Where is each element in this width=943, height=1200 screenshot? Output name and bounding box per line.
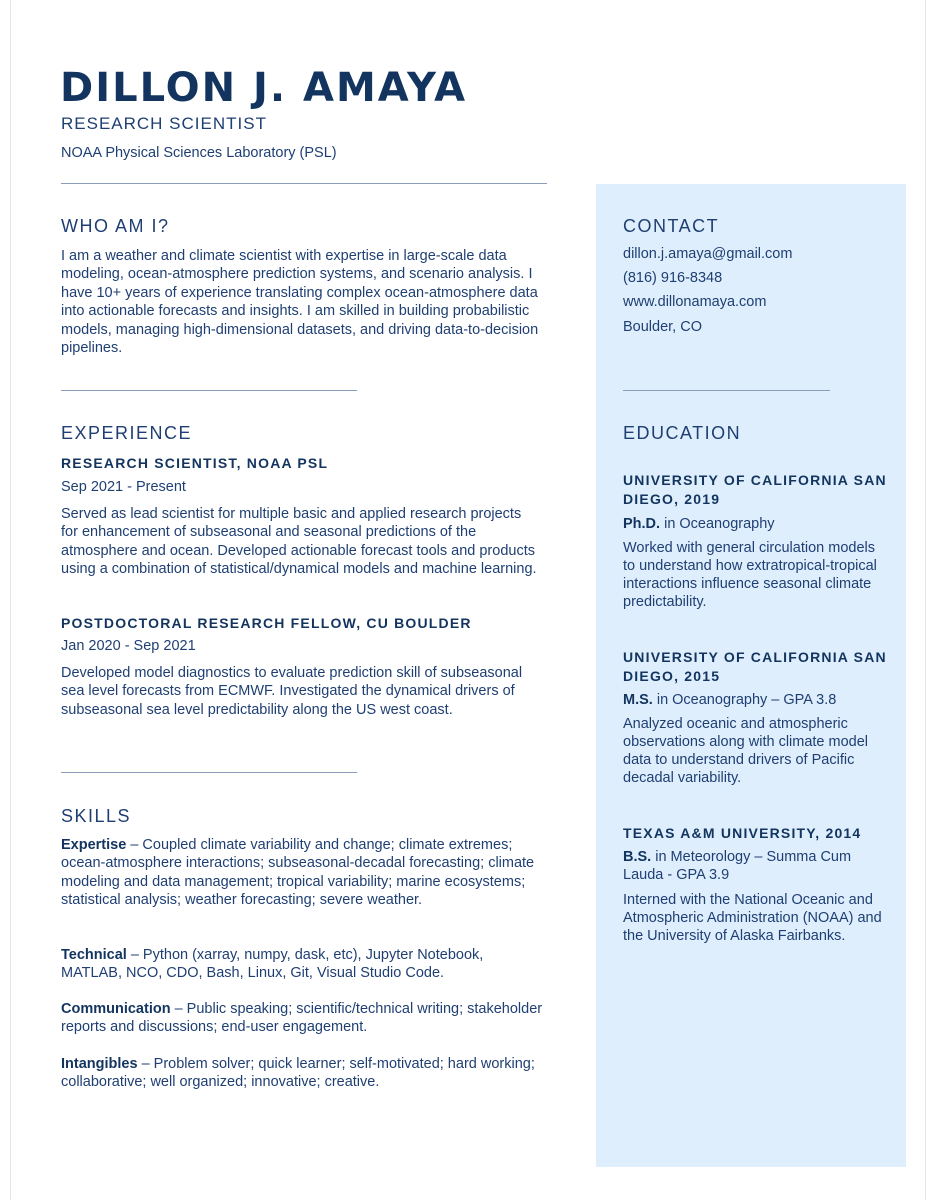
skills-heading: SKILLS [61, 806, 132, 826]
degree-3 [623, 848, 885, 884]
resume-role-title: RESEARCH SCIENTIST [61, 114, 267, 133]
experience-heading: EXPERIENCE [61, 423, 193, 443]
job-dates-1: Sep 2021 - Present [61, 479, 186, 495]
education-heading: EDUCATION [623, 423, 742, 443]
about-divider [61, 390, 357, 391]
school-name-3: TEXAS A&M UNIVERSITY, 2014 [623, 825, 862, 841]
skill-label: Expertise [61, 837, 127, 853]
school-name-1: UNIVERSITY OF CALIFORNIA SAN DIEGO, 2019 [623, 472, 887, 507]
skill-text: – Public speaking; scientific/technical writing; stakeholder reports and discussions; end-user engagement. [61, 1001, 543, 1036]
degree-field: in Meteorology – Summa Cum Lauda - GPA 3.9 [623, 849, 852, 883]
job-dates-2: Jan 2020 - Sep 2021 [61, 638, 196, 654]
skill-label: Communication [61, 1001, 171, 1017]
degree-abbr: Ph.D. [623, 516, 661, 532]
about-text: I am a weather and climate scientist with expertise in large-scale data modeling, ocean-atmosphere prediction systems, and scenario analysis. I have 10+ years of experience translating complex ocean-atmosphere data into actionable forecasts and insights. I am skilled in building probabilistic models, managing high-dimensional datasets, and driving data-to-decision pipelines. [61, 248, 539, 357]
page-left-edge [10, 0, 11, 1200]
job-title-2: POSTDOCTORAL RESEARCH FELLOW, CU BOULDER [61, 615, 472, 631]
education-description-1: Worked with general circulation models to understand how extratropical-tropical interactions influence seasonal climate predictability. [623, 540, 877, 610]
skill-intangibles [61, 1055, 547, 1092]
skill-text: – Coupled climate variability and change; climate extremes; ocean-atmosphere interactions; subseasonal-decadal forecasting; climate modeling and data management; tropical variability; marine ecosystems; statistical analysis; weather forecasting; severe weather. [61, 837, 535, 909]
contact-divider [623, 390, 830, 391]
skill-expertise [61, 836, 547, 910]
about-heading: WHO AM I? [61, 216, 170, 236]
skill-communication [61, 1000, 547, 1037]
education-description-2: Analyzed oceanic and atmospheric observations along with climate model data to understand drivers of Pacific decadal variability. [623, 716, 869, 786]
degree-abbr: M.S. [623, 692, 653, 708]
experience-divider [61, 772, 357, 773]
degree-abbr: B.S. [623, 849, 652, 865]
skill-technical [61, 946, 547, 983]
page-right-edge [925, 0, 926, 1200]
job-title-1: RESEARCH SCIENTIST, NOAA PSL [61, 455, 329, 471]
contact-heading: CONTACT [623, 216, 720, 236]
degree-field: in Oceanography – GPA 3.8 [652, 692, 837, 708]
contact-email[interactable]: dillon.j.amaya@gmail.com [623, 246, 793, 262]
education-description-3: Interned with the National Oceanic and Atmospheric Administration (NOAA) and the University of Alaska Fairbanks. [623, 892, 882, 944]
contact-website[interactable]: www.dillonamaya.com [623, 294, 767, 310]
degree-2 [623, 691, 888, 709]
resume-affiliation: NOAA Physical Sciences Laboratory (PSL) [61, 145, 337, 161]
contact-location: Boulder, CO [623, 319, 702, 335]
skill-label: Technical [61, 947, 127, 963]
job-description-2: Developed model diagnostics to evaluate prediction skill of subseasonal sea level forecasts from ECMWF. Investigated the dynamical drivers of subseasonal sea level predictability along the US west coast. [61, 665, 523, 718]
skill-text: – Problem solver; quick learner; self-motivated; hard working; collaborative; well organized; innovative; creative. [61, 1056, 535, 1091]
skill-text: – Python (xarray, numpy, dask, etc), Jupyter Notebook, MATLAB, NCO, CDO, Bash, Linux, Git, Visual Studio Code. [61, 947, 484, 982]
degree-field: in Oceanography [660, 516, 775, 532]
job-description-1: Served as lead scientist for multiple basic and applied research projects for enhancement of subseasonal and seasonal predictions of the atmosphere and ocean. Developed actionable forecast tools and products using a combination of statistical/dynamical models and machine learning. [61, 506, 537, 578]
header-divider [61, 183, 547, 184]
degree-1 [623, 515, 888, 533]
school-name-2: UNIVERSITY OF CALIFORNIA SAN DIEGO, 2015 [623, 649, 887, 684]
skill-label: Intangibles [61, 1056, 138, 1072]
contact-phone: (816) 916-8348 [623, 270, 723, 286]
resume-name: DILLON J. AMAYA [60, 65, 468, 111]
